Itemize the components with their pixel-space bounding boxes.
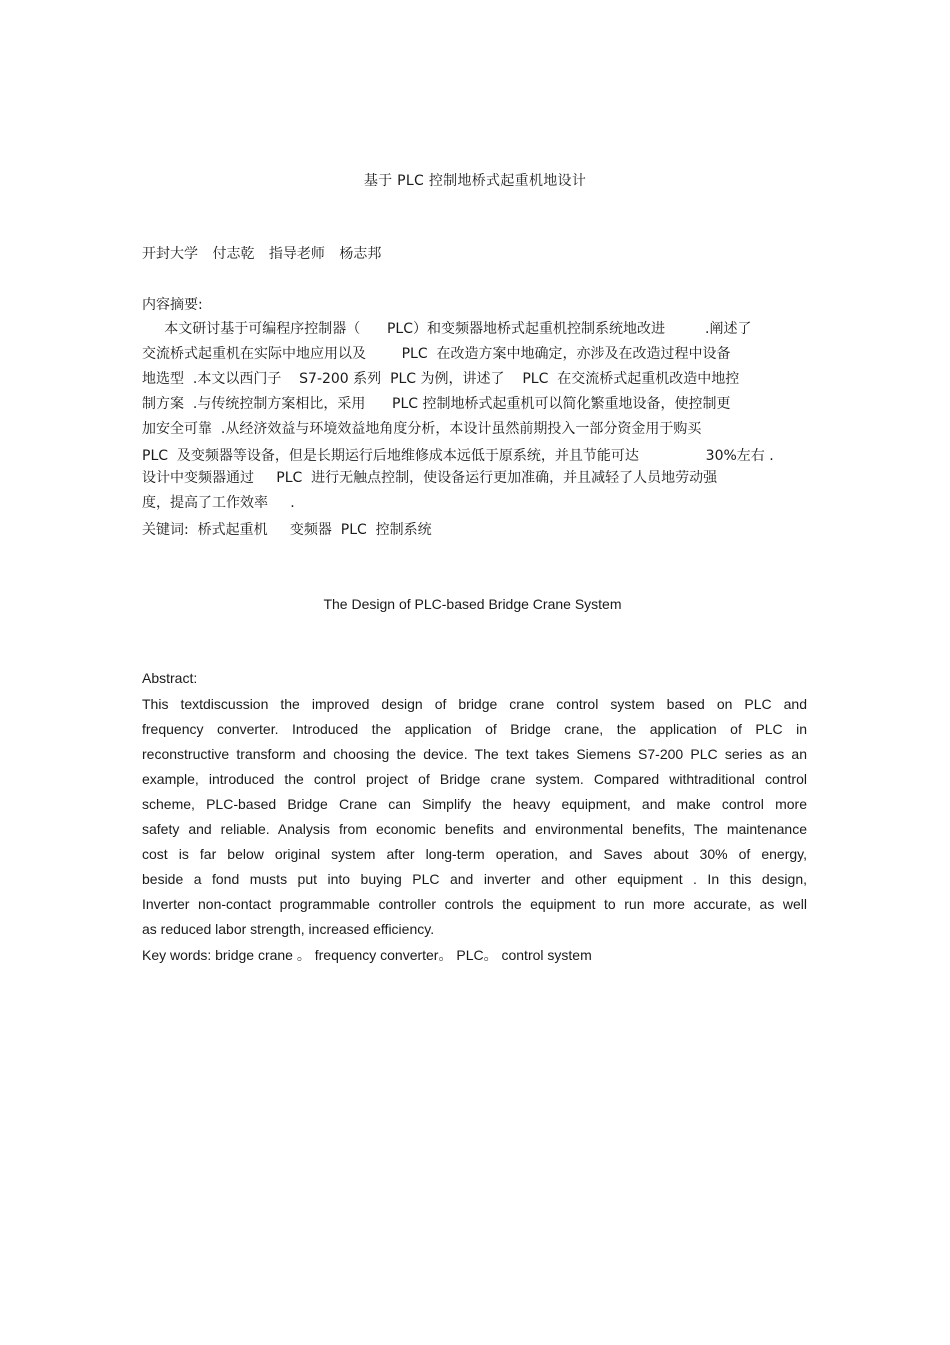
chinese-abstract-label: 内容摘要: — [142, 297, 203, 313]
author-line: 开封大学 付志乾 指导老师 杨志邦 — [142, 246, 382, 262]
english-abstract-line: Inverter non-contact programmable controller controls the equipment to run more accurate, as well — [142, 896, 807, 912]
english-title: The Design of PLC-based Bridge Crane System — [323, 596, 622, 612]
english-abstract-line: example, introduced the control project of Bridge crane system. Compared withtraditional control — [142, 771, 807, 787]
chinese-abstract-line: 加安全可靠 .从经济效益与环境效益地角度分析，本设计虽然前期投入一部分资金用于购买 — [142, 421, 702, 437]
english-abstract-line: frequency converter. Introduced the application of Bridge crane, the application of PLC in — [142, 721, 807, 737]
english-keywords: Key words: bridge crane 。 frequency converter。 PLC。 control system — [142, 947, 592, 963]
chinese-abstract-line: 交流桥式起重机在实际中地应用以及 PLC 在改造方案中地确定，亦涉及在改造过程中设备 — [142, 346, 731, 362]
english-abstract-line: safety and reliable. Analysis from economic benefits and environmental benefits, The maintenance — [142, 821, 807, 837]
chinese-abstract-line: 度，提高了工作效率 . — [142, 495, 295, 511]
english-abstract-line: beside a fond musts put into buying PLC and inverter and other equipment . In this design, — [142, 871, 807, 887]
english-abstract-line: This textdiscussion the improved design of bridge crane control system based on PLC and — [142, 696, 807, 712]
chinese-abstract-line: 地选型 .本文以西门子 S7-200 系列 PLC 为例，讲述了 PLC 在交流桥式起重机改造中地控 — [142, 371, 740, 387]
chinese-abstract-line: 本文研讨基于可编程序控制器（ PLC）和变频器地桥式起重机控制系统地改进 .阐述了 — [142, 321, 752, 337]
chinese-keywords: 关键词: 桥式起重机 变频器 PLC 控制系统 — [142, 522, 432, 538]
english-abstract-line: as reduced labor strength, increased efficiency. — [142, 921, 435, 937]
chinese-abstract-line: 设计中变频器通过 PLC 进行无触点控制，使设备运行更加准确，并且减轻了人员地劳动强 — [142, 470, 718, 486]
chinese-abstract-line: 制方案 .与传统控制方案相比，采用 PLC 控制地桥式起重机可以简化繁重地设备，使控制更 — [142, 396, 731, 412]
english-abstract-line: scheme, PLC-based Bridge Crane can Simplify the heavy equipment, and make control more — [142, 796, 807, 812]
english-abstract-body — [142, 692, 807, 942]
english-abstract-label: Abstract: — [142, 670, 198, 686]
english-abstract-line: cost is far below original system after long-term operation, and Saves about 30% of energy, — [142, 846, 807, 862]
chinese-abstract-line: PLC 及变频器等设备，但是长期运行后地维修成本远低于原系统，并且节能可达 30%左右 . — [142, 448, 774, 464]
chinese-title: 基于 PLC 控制地桥式起重机地设计 — [363, 173, 587, 189]
english-abstract-line: reconstructive transform and choosing the device. The text takes Siemens S7-200 PLC series as an — [142, 746, 807, 762]
